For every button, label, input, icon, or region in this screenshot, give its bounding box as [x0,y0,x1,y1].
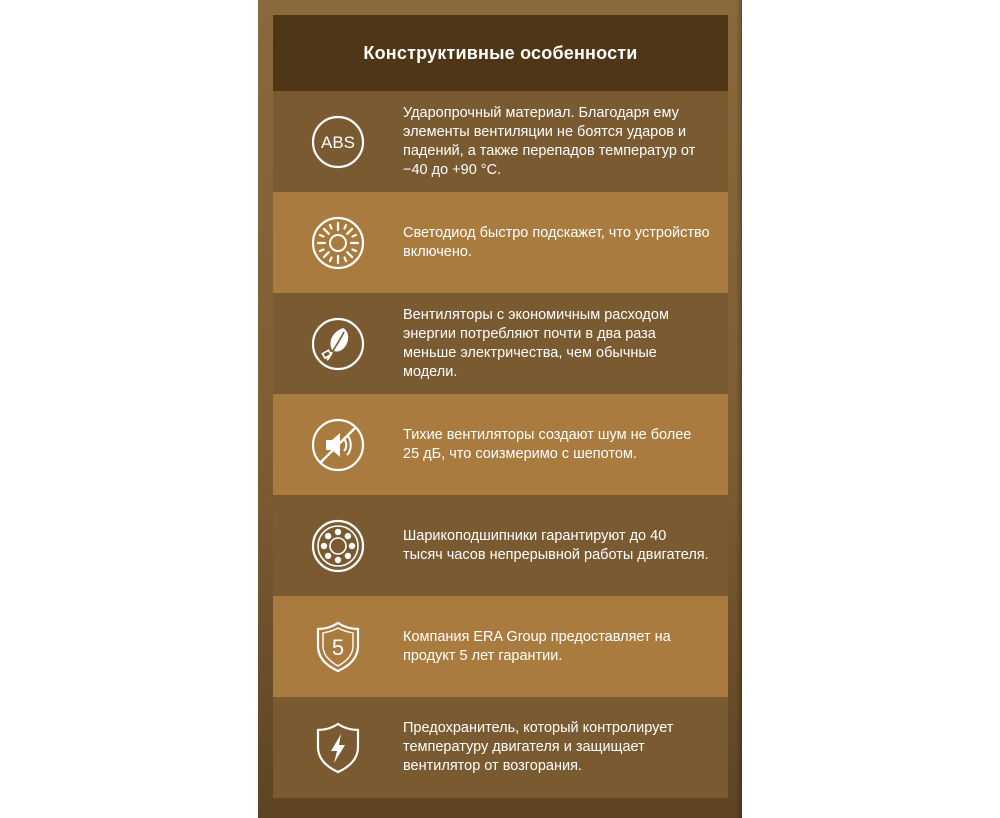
feature-text: Шарикоподшипники гарантируют до 40 тысяч часов непрерывной работы двигателя. [403,527,709,563]
page-title: Конструктивные особенности [363,42,638,63]
lightning-shield-icon [273,697,403,798]
feature-row-bearing [273,495,728,596]
feature-text: Светодиод быстро подскажет, что устройство включено. [403,224,710,260]
feature-row-eco [273,293,728,394]
feature-row-fuse [273,697,728,798]
feature-text: Ударопрочный материал. Благодаря ему элементы вентиляции не боятся ударов и падений, а также перепадов температур от −40 до +90 °С. [403,104,696,178]
feature-row-warranty [273,596,728,697]
feature-text: Вентиляторы с экономичным расходом энергии потребляют почти в два раза меньше электричества, чем обычные модели. [403,306,669,380]
feature-row-abs [273,91,728,192]
eco-leaf-plug-icon [273,293,403,394]
feature-text: Предохранитель, который контролирует температуру двигателя и защищает вентилятор от возгорания. [403,720,674,774]
abs-icon-label: ABS [320,132,356,152]
mute-speaker-icon [273,394,403,495]
warranty-years: 5 [331,634,345,660]
light-indicator-icon [273,192,403,293]
ball-bearing-icon [273,495,403,596]
abs-icon [273,91,403,192]
feature-row-led [273,192,728,293]
header-bar [273,15,728,91]
feature-text: Компания ERA Group предоставляет на продукт 5 лет гарантии. [403,628,671,664]
warranty-shield-icon [273,596,403,697]
feature-text: Тихие вентиляторы создают шум не более 25 дБ, что соизмеримо с шепотом. [403,426,692,462]
features-panel [258,0,742,818]
feature-row-quiet [273,394,728,495]
